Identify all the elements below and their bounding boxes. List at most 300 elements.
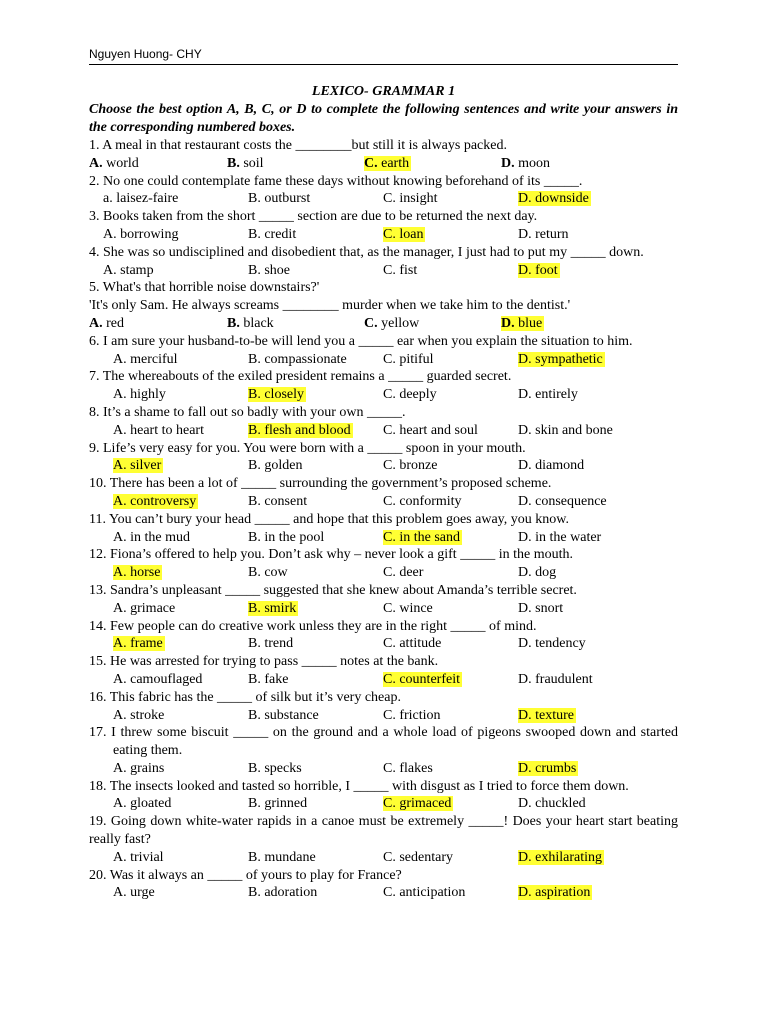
option-label [103,263,154,278]
option-a [113,386,248,404]
option-text: sedentary [395,849,453,865]
option-text: tendency [531,636,586,652]
option-text: deer [395,565,424,581]
option-label [383,885,465,900]
option-c [383,351,518,369]
option-letter: A. [89,155,103,171]
option-label [113,850,164,865]
option-text: heart and soul [395,422,478,438]
option-text: camouflaged [126,671,203,687]
option-letter: C. [383,262,396,278]
option-letter: B. [248,226,261,242]
option-text: crumbs [531,760,577,776]
option-text: counterfeit [395,671,460,687]
option-label [113,885,155,900]
option-letter: D. [518,351,532,367]
option-letter: A. [113,707,127,723]
option-label [248,352,347,367]
question-stem: 12. Fiona’s offered to help you. Don’t ask why – never look a gift _____ in the mouth. [89,547,573,563]
option-text: golden [260,458,303,474]
option-b [248,351,383,369]
option-b [248,529,383,547]
option-label [518,458,584,473]
option-a [103,262,248,280]
option-b [248,635,383,653]
option-c [364,315,501,333]
option-label [248,708,319,723]
question-item [89,368,678,404]
question-stem: 13. Sandra’s unpleasant _____ suggested that she knew about Amanda’s terrible secret. [89,582,577,598]
option-letter: D. [518,458,532,474]
option-b [248,226,383,244]
option-d [518,635,653,653]
question-stem: 6. I am sure your husband-to-be will lend you a _____ ear when you explain the situation to him. [89,333,633,349]
option-letter: C. [383,493,396,509]
option-letter: A. [113,796,127,812]
option-letter: A. [113,493,127,509]
option-label [383,458,437,473]
options-row [89,760,678,778]
question-item [89,689,678,725]
option-label [248,227,296,242]
question-item [89,867,678,903]
option-b [248,707,383,725]
option-text: bronze [395,458,438,474]
option-text: mundane [260,849,316,865]
options-row [89,671,678,689]
header-rule [89,64,678,65]
option-text: in the water [531,529,602,545]
selected-answer-highlight [518,885,592,900]
option-letter: C. [383,796,396,812]
option-text: pitiful [395,351,434,367]
option-label [248,761,302,776]
option-letter: C. [383,707,396,723]
option-d [518,760,653,778]
option-d [518,386,653,404]
option-label [89,156,139,171]
option-letter: B. [227,155,240,171]
option-text: return [531,226,569,242]
question-item [89,778,678,814]
options-row [89,849,678,867]
option-text: merciful [126,351,178,367]
option-letter: A. [113,529,127,545]
option-text: shoe [260,262,291,278]
option-label [383,708,441,723]
question-item [89,511,678,547]
option-a [113,529,248,547]
option-text: adoration [260,885,318,901]
option-a [113,457,248,475]
selected-answer-highlight [248,423,353,438]
option-text: wince [395,600,433,616]
option-text: red [102,315,125,331]
option-label [383,565,423,580]
option-letter: D. [518,262,532,278]
option-a [113,884,248,902]
question-stem-continued: 'It's only Sam. He always screams ________ murder when we take him to the dentist.' [89,298,571,314]
option-letter: D. [518,885,532,901]
option-label [248,263,290,278]
option-d [518,529,653,547]
option-c [383,600,518,618]
option-label [383,494,462,509]
selected-answer-highlight [113,494,198,509]
option-c [383,884,518,902]
option-d [501,155,638,173]
option-letter: C. [383,458,396,474]
option-label [103,227,178,242]
options-row [89,493,678,511]
option-label [113,387,166,402]
options-row [89,795,678,813]
option-letter: C. [364,315,378,331]
header-author: Nguyen Huong- CHY [89,47,202,61]
question-stem: 1. A meal in that restaurant costs the ________but still it is always packed. [89,138,507,153]
selected-answer-highlight [518,850,604,865]
selected-answer-highlight [383,672,462,687]
selected-answer-highlight [113,636,165,651]
option-a [113,671,248,689]
option-c [383,386,518,404]
question-stem: 10. There has been a lot of _____ surrounding the government’s proposed scheme. [89,476,552,492]
options-row [89,351,678,369]
question-stem: 14. Few people can do creative work unless they are in the right _____ of mind. [89,618,537,634]
question-item [89,440,678,476]
option-label [227,316,274,331]
option-a [113,564,248,582]
option-text: earth [377,155,410,171]
option-label [364,316,419,331]
option-label [248,672,288,687]
option-label [248,458,302,473]
option-d [518,671,653,689]
option-label [518,387,578,402]
option-letter: D. [501,155,515,171]
option-c [383,707,518,725]
question-stem: 5. What's that horrible noise downstairs?' [89,280,320,296]
option-text: outburst [260,191,311,207]
option-label [89,316,124,331]
option-text: attitude [395,636,442,652]
option-b [248,262,383,280]
option-label [518,494,607,509]
option-letter: A. [113,351,127,367]
question-item [89,404,678,440]
options-row [89,262,678,280]
option-label [113,423,204,438]
option-text: foot [531,262,558,278]
option-letter: D. [501,315,515,331]
option-letter: D. [518,796,532,812]
option-a [103,190,248,208]
option-letter: B. [227,315,240,331]
option-letter: D. [518,529,532,545]
options-row [89,529,678,547]
option-text: black [239,315,274,331]
option-a [113,351,248,369]
option-text: consequence [531,493,607,509]
option-letter: D. [518,226,532,242]
option-label [518,672,593,687]
option-text: conformity [395,493,462,509]
option-text: diamond [531,458,585,474]
option-b [248,386,383,404]
option-letter: A. [113,600,127,616]
selected-answer-highlight [501,316,544,331]
option-text: fraudulent [531,671,593,687]
option-a [113,795,248,813]
option-c [383,760,518,778]
question-stem: 18. The insects looked and tasted so horrible, I _____ with disgust as I tried to force them down. [89,778,629,794]
option-b [248,190,383,208]
option-letter: a. [103,191,113,207]
question-item [89,546,678,582]
option-letter: B. [248,565,261,581]
option-text: substance [260,707,319,723]
option-d [501,315,638,333]
question-item [89,244,678,280]
option-label [383,191,437,206]
option-label [383,601,433,616]
question-stem: 3. Books taken from the short _____ section are due to be returned the next day. [89,209,538,225]
option-a [113,493,248,511]
option-letter: C. [383,849,396,865]
options-row [89,155,678,173]
option-letter: A. [103,262,117,278]
option-text: exhilarating [531,849,602,865]
option-text: entirely [531,387,578,403]
option-letter: B. [248,351,261,367]
option-letter: C. [383,351,396,367]
option-letter: B. [248,885,261,901]
option-label [501,156,550,171]
option-d [518,422,653,440]
option-a [89,155,227,173]
option-label [383,761,433,776]
option-letter: D. [518,760,532,776]
question-item [89,813,678,866]
question-item [89,724,678,777]
option-letter: C. [364,155,378,171]
question-stem: 4. She was so undisciplined and disobedient that, as the manager, I just had to put my _____ down. [89,244,644,260]
option-text: fake [260,671,289,687]
option-c [383,635,518,653]
option-letter: A. [113,760,127,776]
option-text: grinned [260,796,308,812]
option-letter: A. [113,849,127,865]
options-row [89,457,678,475]
option-c [383,529,518,547]
option-a [113,707,248,725]
option-label [383,636,441,651]
selected-answer-highlight [248,601,298,616]
option-letter: A. [89,315,103,331]
option-text: grains [126,760,165,776]
option-letter: B. [248,849,261,865]
option-c [383,795,518,813]
option-text: heart to heart [126,422,204,438]
option-text: cow [260,565,288,581]
option-letter: D. [518,422,532,438]
option-b [248,493,383,511]
option-label [383,352,434,367]
option-letter: A. [113,387,127,403]
option-label [383,850,453,865]
option-b [248,795,383,813]
option-label [248,796,307,811]
option-text: chuckled [531,796,586,812]
option-letter: B. [248,796,261,812]
option-letter: D. [518,600,532,616]
options-row [89,226,678,244]
question-item [89,173,678,209]
option-text: yellow [377,315,420,331]
option-letter: C. [383,226,396,242]
option-text: smirk [260,600,297,616]
options-row [89,386,678,404]
option-text: downside [531,191,589,207]
option-label [248,530,324,545]
option-letter: A. [113,885,127,901]
option-letter: D. [518,565,532,581]
question-stem: 16. This fabric has the _____ of silk but it’s very cheap. [89,689,401,705]
option-text: grimace [126,600,176,616]
option-text: horse [126,565,161,581]
option-text: dog [531,565,557,581]
option-letter: C. [383,671,396,687]
option-label [113,672,202,687]
option-c [383,849,518,867]
option-text: borrowing [116,226,179,242]
selected-answer-highlight [383,530,462,545]
option-letter: C. [383,191,396,207]
question-item [89,618,678,654]
option-label [103,191,178,206]
option-text: anticipation [395,885,466,901]
option-d [518,564,653,582]
option-letter: B. [248,191,261,207]
selected-answer-highlight [364,156,411,171]
options-row [89,884,678,902]
option-label [113,796,171,811]
option-letter: B. [248,707,261,723]
option-letter: D. [518,636,532,652]
option-letter: B. [248,387,261,403]
selected-answer-highlight [518,761,578,776]
option-label [518,227,569,242]
option-a [103,226,248,244]
question-list [89,137,678,902]
option-b [248,600,383,618]
option-c [383,671,518,689]
option-label [518,530,601,545]
option-text: gloated [126,796,172,812]
question-stem: 9. Life’s very easy for you. You were born with a _____ spoon in your mouth. [89,440,526,456]
option-letter: A. [103,226,117,242]
question-stem: 15. He was arrested for trying to pass _____ notes at the bank. [89,654,439,670]
option-c [383,564,518,582]
option-b [248,849,383,867]
option-text: snort [531,600,564,616]
option-d [518,351,653,369]
option-letter: D. [518,493,532,509]
document-title: LEXICO- GRAMMAR 1 [311,84,456,99]
option-text: blue [514,315,543,331]
option-label [383,423,478,438]
option-label [383,387,437,402]
question-item [89,475,678,511]
option-letter: D. [518,849,532,865]
options-row [89,564,678,582]
option-letter: B. [248,493,261,509]
options-row [89,315,678,333]
option-letter: D. [518,707,532,723]
option-text: frame [126,636,163,652]
option-letter: C. [383,760,396,776]
option-d [518,884,653,902]
document-body [89,83,678,902]
option-text: sympathetic [531,351,603,367]
option-letter: C. [383,885,396,901]
option-letter: A. [113,671,127,687]
instruction-text: Choose the best option A, B, C, or D to complete the following sentences and write your answers in the corresponding numbered boxes. [89,102,678,135]
option-text: texture [531,707,574,723]
question-stem: 7. The whereabouts of the exiled president remains a _____ guarded secret. [89,369,512,385]
option-d [518,707,653,725]
question-item [89,653,678,689]
option-b [248,422,383,440]
question-stem: 19. Going down white-water rapids in a canoe must be extremely _____! Does your heart start beating really fast? [89,814,678,848]
option-label [518,636,586,651]
option-letter: C. [383,422,396,438]
option-letter: D. [518,191,532,207]
option-text: trivial [126,849,164,865]
option-label [113,761,164,776]
option-label [248,636,293,651]
option-d [518,226,653,244]
option-text: moon [514,155,551,171]
option-b [248,671,383,689]
question-item [89,137,678,173]
option-d [518,795,653,813]
options-row [89,600,678,618]
option-d [518,600,653,618]
option-text: loan [395,226,424,242]
selected-answer-highlight [383,796,453,811]
option-text: skin and bone [531,422,613,438]
selected-answer-highlight [383,227,425,242]
option-letter: A. [113,636,127,652]
option-label [113,352,178,367]
options-row [89,422,678,440]
selected-answer-highlight [518,263,560,278]
selected-answer-highlight [248,387,306,402]
option-a [113,635,248,653]
option-text: flesh and blood [260,422,351,438]
option-c [383,422,518,440]
option-label [518,796,586,811]
selected-answer-highlight [113,458,163,473]
option-c [383,262,518,280]
option-label [113,601,175,616]
options-row [89,707,678,725]
option-a [113,600,248,618]
option-text: world [102,155,139,171]
question-stem: 20. Was it always an _____ of yours to play for France? [89,867,402,883]
option-b [227,155,364,173]
